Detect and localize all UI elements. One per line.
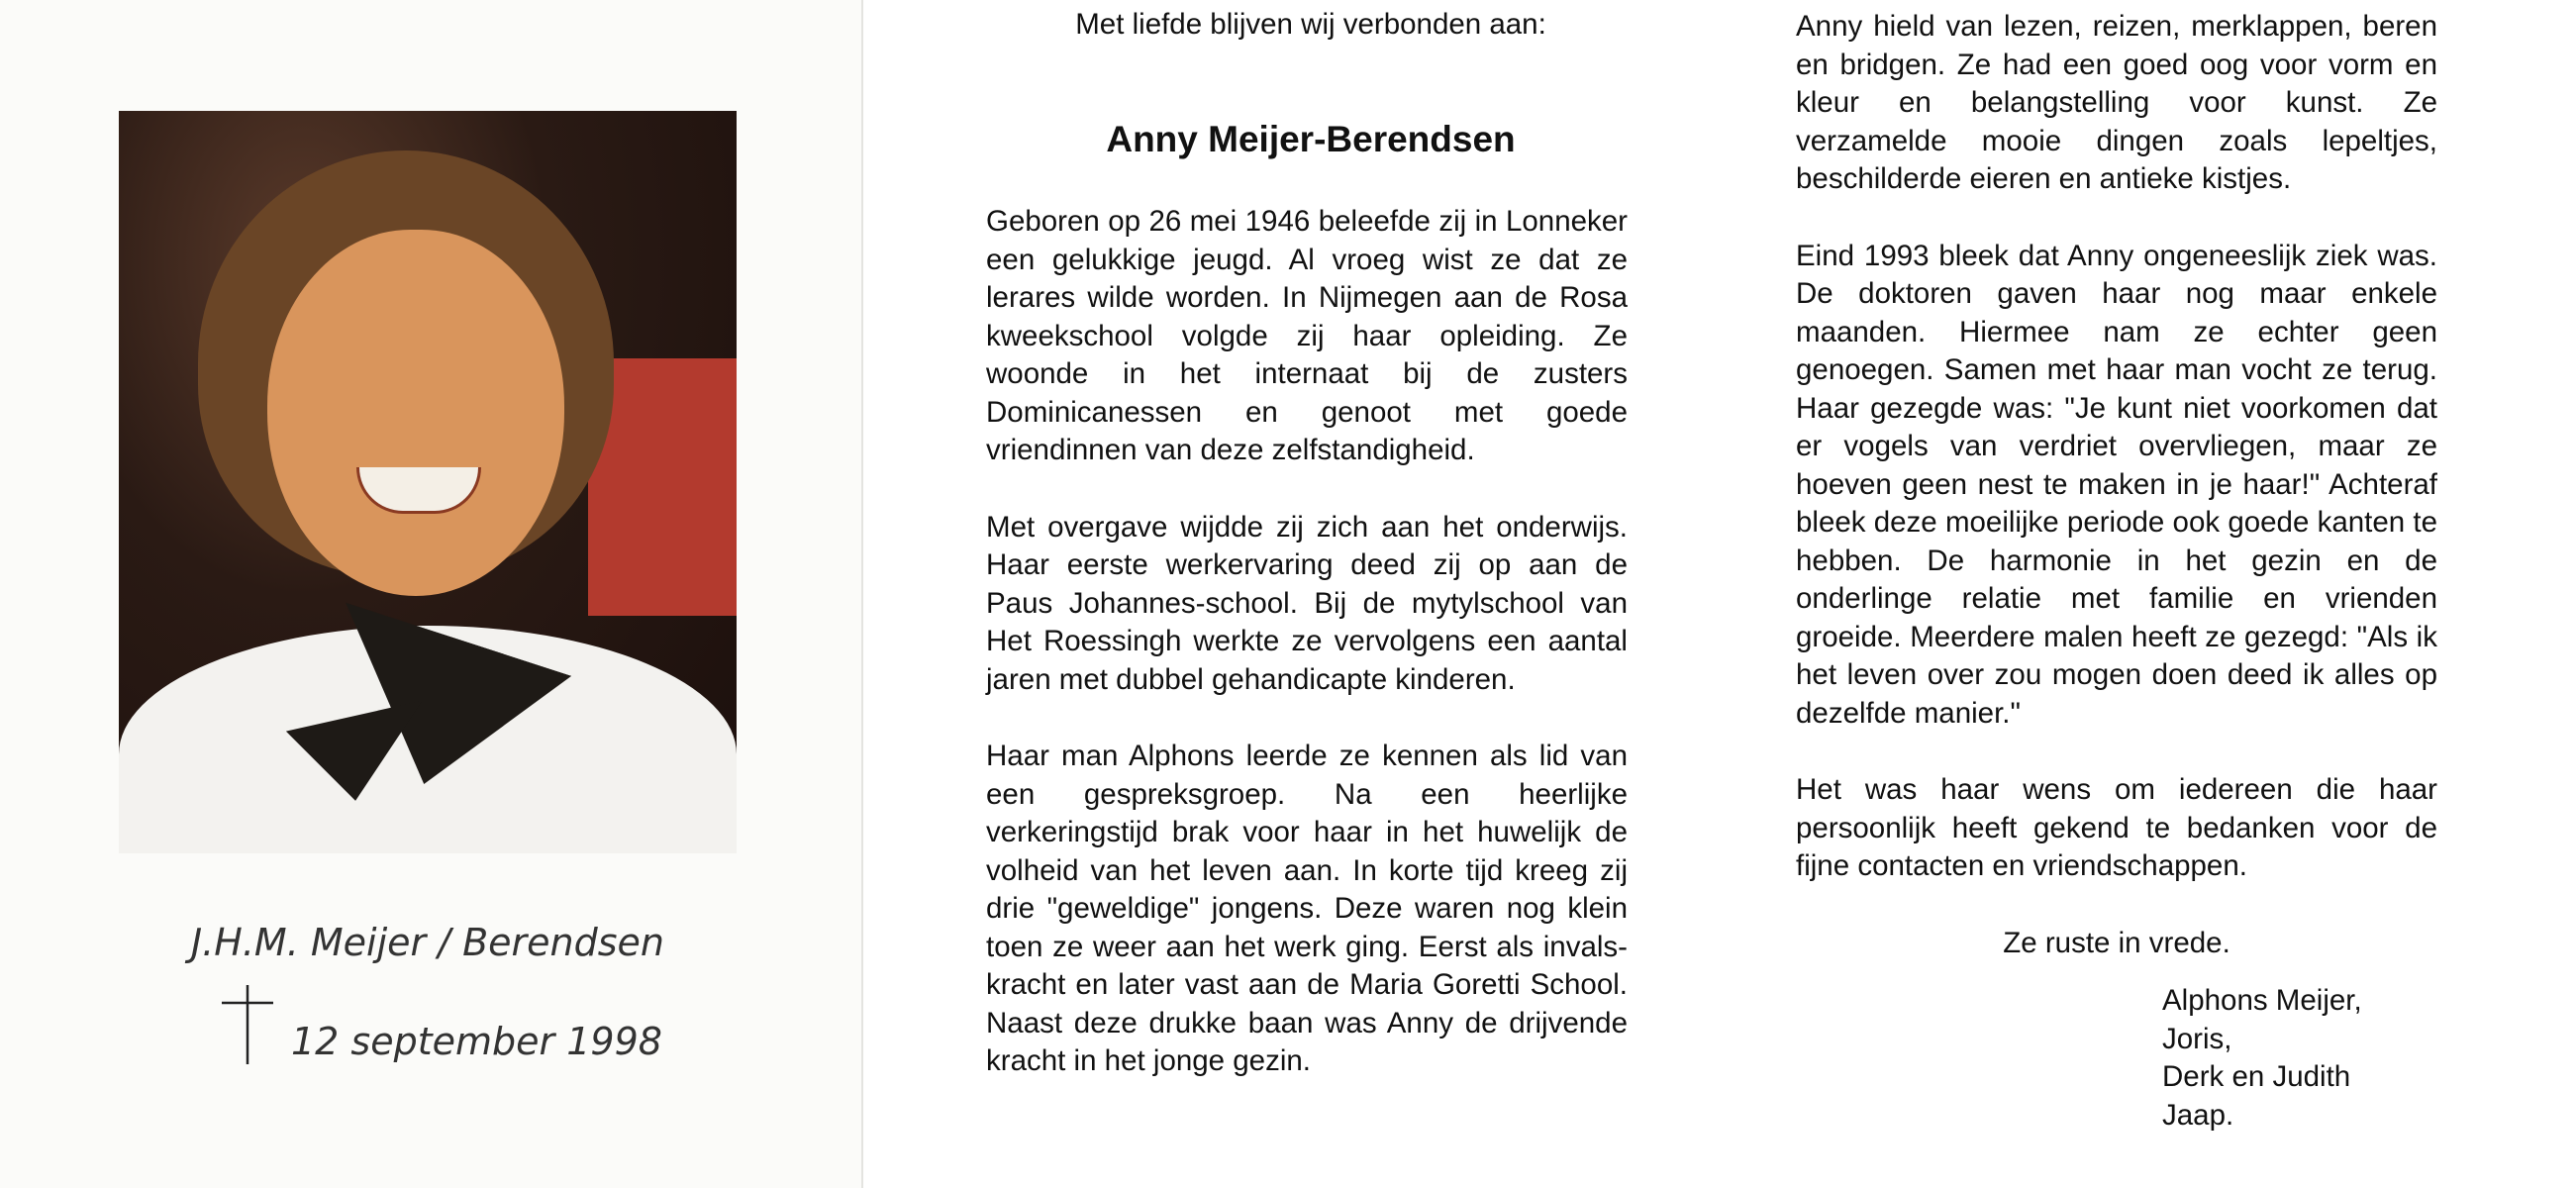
paragraph: Geboren op 26 mei 1946 beleefde zij in Lonneker een gelukkige jeugd. Al vroeg wist ze dat ze lerares wilde worden. In Nijmegen aan de Rosa kweekschool volgde zij haar opleiding. Ze woonde in het internaat bij de zusters Dominicanessen en genoot met goede vriendinnen van deze zelfstandigheid. [986,205,1628,466]
intro-line: Met liefde blijven wij verbonden aan: [1075,8,1546,41]
signers-list [2162,982,2362,1135]
right-column [1796,8,2437,1001]
paragraph: Eind 1993 bleek dat Anny ongeneeslijk ziek was. De doktoren gaven haar nog maar enkele maanden. Hiermee nam ze echter geen genoegen. Samen met haar man vocht ze terug. Haar gezegde was: "Je kunt niet voorkomen dat er vogels van verdriet overvliegen, maar ze hoeven geen nest te maken in je haar!" Achteraf bleek deze moeilijke periode ook goede kanten te hebben. De harmonie in het gezin en de onderlinge relatie met familie en vrienden groeide. Meerdere malen heeft ze gezegd: "Als ik het leven over zou mogen doen deed ik alles op dezelfde manier." [1796,239,2437,730]
card-fold [861,0,863,1188]
paragraph: Haar man Alphons leerde ze kennen als lid van een gespreksgroep. Na een heerlijke verkeringstijd brak voor haar in het huwelijk de volheid van het leven aan. In korte tijd kreeg zij drie "geweldige" jongens. Deze waren nog klein toen ze weer aan het werk ging. Eerst als invals-kracht en later vast aan de Maria Goretti School. Naast deze drukke baan was Anny de drijvende kracht in het jonge gezin. [986,740,1628,1077]
paragraph: Het was haar wens om iedereen die haar persoonlijk heeft gekend te bedanken voor de fijne contacten en vriendschappen. [1796,773,2437,882]
signer: Joris, [2162,1022,2232,1055]
card-title: Anny Meijer-Berendsen [1106,119,1516,159]
signer: Alphons Meijer, [2162,984,2362,1017]
left-panel [0,0,861,1188]
photo-face [267,230,564,596]
cross-icon [218,985,277,1064]
death-date: 12 september 1998 [291,1020,662,1063]
portrait-photo [119,111,737,853]
paragraph: Met overgave wijdde zij zich aan het onderwijs. Haar eerste werkervaring deed zij op aan de Paus Johannes-school. Bij de mytylschool van Het Roessingh werkte ze vervolgens een aantal jaren met dubbel gehandicapte kinderen. [986,510,1628,696]
closing-line: Ze ruste in vrede. [2003,926,2230,959]
signer: Jaap. [2162,1098,2234,1132]
middle-column [986,203,1628,1120]
deceased-name: J.H.M. Meijer / Berendsen [190,921,665,964]
signer: Derk en Judith [2162,1060,2351,1093]
paragraph: Anny hield van lezen, reizen, merklappen, beren en bridgen. Ze had een goed oog voor vorm en kleur en belangstelling voor kunst. Ze verzamelde mooie dingen zoals lepeltjes, beschilderde eieren en antieke kistjes. [1796,10,2437,195]
